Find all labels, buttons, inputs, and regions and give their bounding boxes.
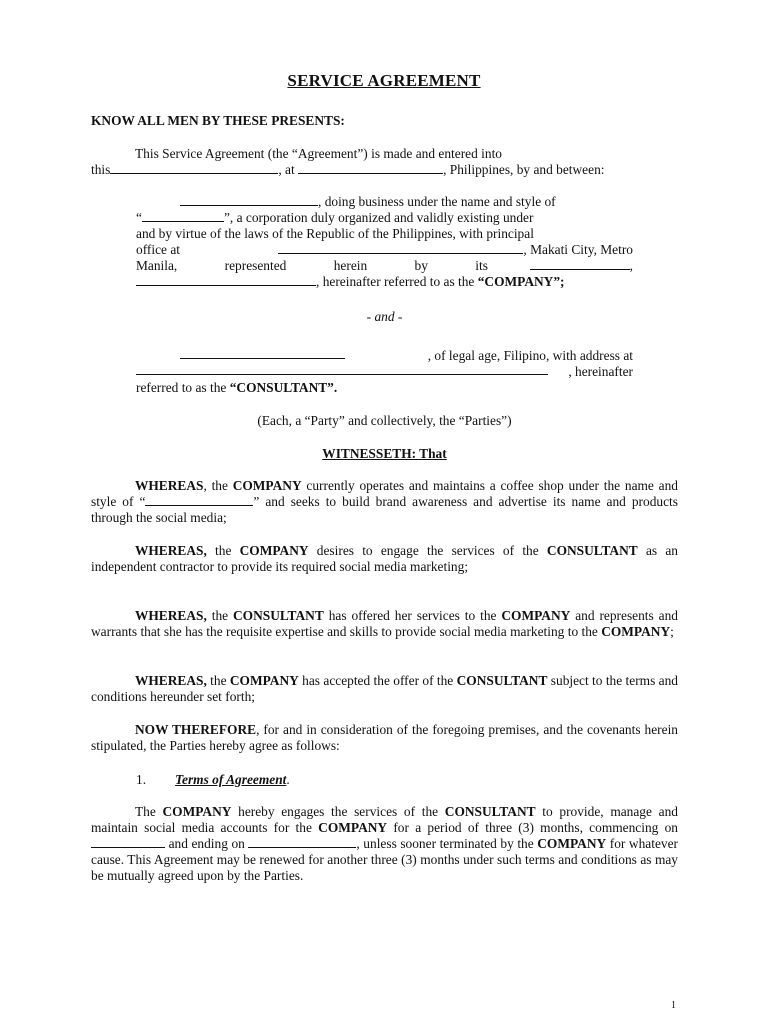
- business-style-blank[interactable]: [142, 211, 224, 222]
- date-blank[interactable]: [110, 163, 278, 174]
- document-title: SERVICE AGREEMENT: [287, 71, 481, 90]
- section-1-heading: 1. Terms of Agreement.: [136, 772, 290, 787]
- consultant-address-blank[interactable]: [136, 364, 548, 375]
- consultant-party-block: , of legal age, Filipino, with address at , hereinafter referred to as the “CONSULTANT”.: [136, 348, 633, 396]
- representative-name-blank[interactable]: [136, 275, 316, 286]
- know-all-heading: KNOW ALL MEN BY THESE PRESENTS:: [91, 113, 345, 128]
- whereas-clause-2: WHEREAS, the COMPANY desires to engage the services of the CONSULTANT as an independent contractor to provide its required social media marketing;: [91, 543, 678, 575]
- and-separator: - and -: [366, 309, 403, 324]
- brand-name-blank[interactable]: [145, 495, 253, 506]
- page-number: 1: [671, 1000, 676, 1011]
- witnesseth-heading: WITNESSETH: That: [322, 446, 447, 461]
- intro-paragraph: This Service Agreement (the “Agreement”) is made and entered into this , at , Philippines, by and between:: [91, 146, 605, 178]
- end-date-blank[interactable]: [248, 837, 356, 848]
- place-blank[interactable]: [298, 163, 443, 174]
- company-party-block: , doing business under the name and style of “ ”, a corporation duly organized and validly existing under and by virtue of the laws of the Republic of the Philippines, with principal office at , Makati City, Metro Manila, represented herein by its , , hereinafter referred to as the “COMPANY”;: [136, 194, 633, 290]
- consultant-name-blank[interactable]: [180, 348, 345, 359]
- whereas-clause-4: WHEREAS, the COMPANY has accepted the offer of the CONSULTANT subject to the terms and conditions hereunder set forth;: [91, 673, 678, 705]
- office-address-blank[interactable]: [278, 243, 523, 254]
- whereas-clause-1: WHEREAS, the COMPANY currently operates and maintains a coffee shop under the name and style of “ ” and seeks to build brand awareness and advertise its name and products through the social media;: [91, 478, 678, 526]
- parties-definition: (Each, a “Party” and collectively, the “Parties”): [257, 413, 512, 428]
- representative-title-blank[interactable]: [530, 259, 630, 270]
- whereas-clause-3: WHEREAS, the CONSULTANT has offered her services to the COMPANY and represents and warrants that she has the requisite expertise and skills to provide social media marketing to the COMPANY;: [91, 608, 678, 640]
- start-date-blank[interactable]: [91, 837, 165, 848]
- now-therefore-clause: NOW THEREFORE, for and in consideration of the foregoing premises, and the covenants herein stipulated, the Parties hereby agree as follows:: [91, 722, 678, 754]
- section-1-body: The COMPANY hereby engages the services of the CONSULTANT to provide, manage and maintain social media accounts for the COMPANY for a period of three (3) months, commencing on and ending on , unless sooner terminated by the COMPANY for whatever cause. This Agreement may be renewed for another three (3) months under such terms and conditions as may be mutually agreed upon by the Parties.: [91, 804, 678, 884]
- company-name-blank[interactable]: [180, 195, 318, 206]
